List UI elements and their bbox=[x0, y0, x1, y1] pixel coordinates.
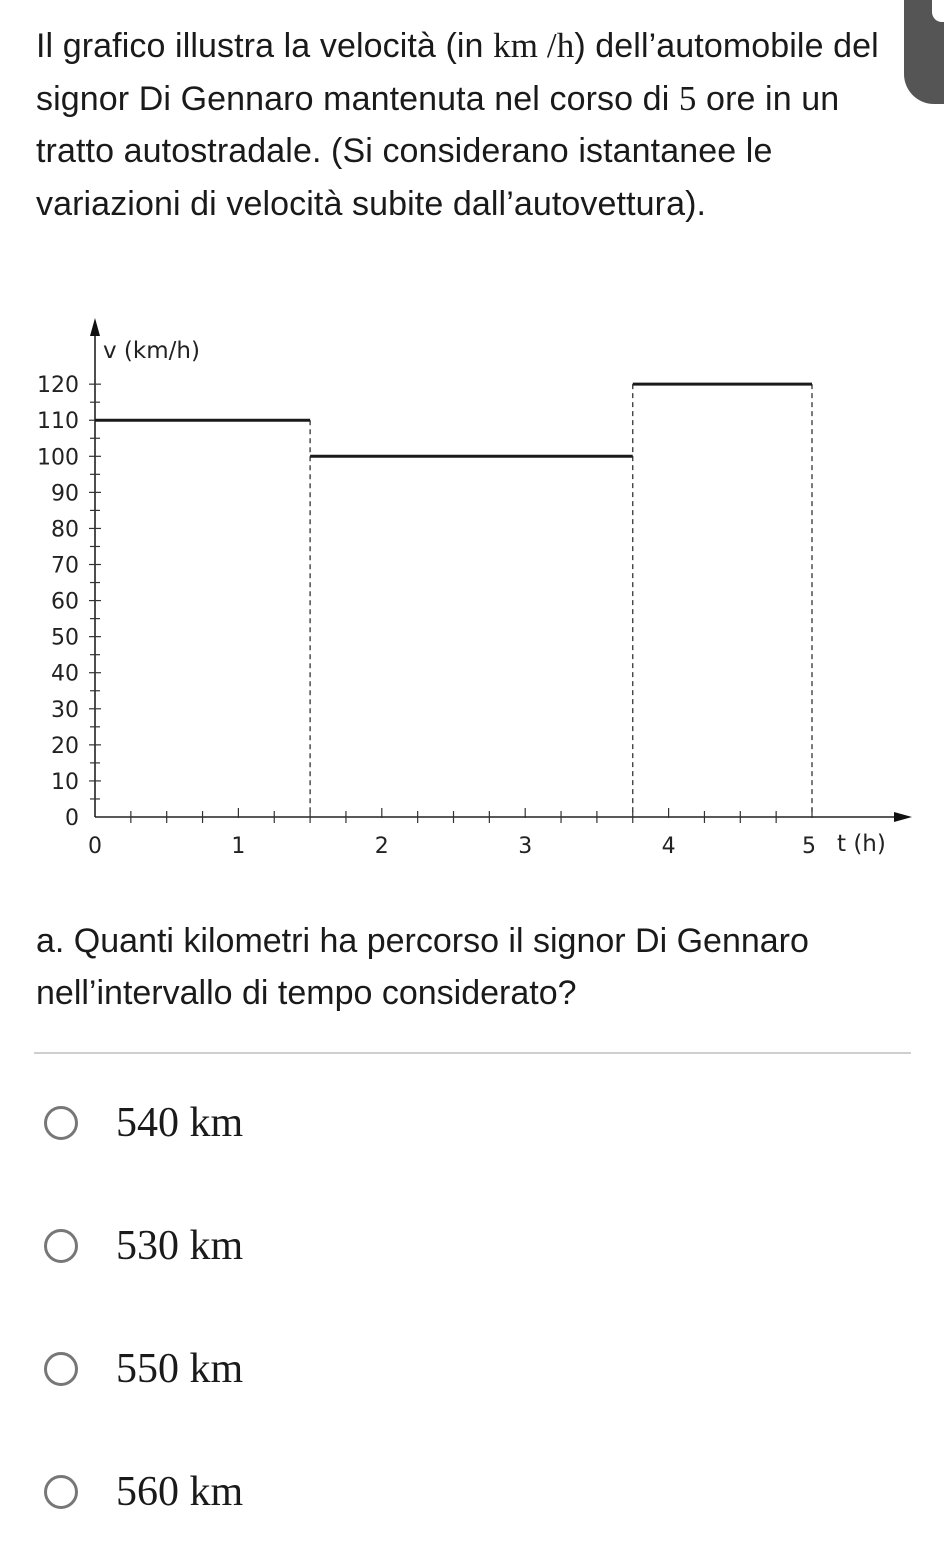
question-text: a. Quanti kilometri ha percorso il signor Di Gennaro nell’intervallo di tempo considerato? bbox=[36, 922, 809, 1012]
intro-text-middle: ) dell’automobile del signor Di Gennaro mantenuta nel corso di bbox=[36, 27, 879, 118]
x-tick-label: 3 bbox=[518, 834, 533, 859]
problem-statement bbox=[36, 20, 916, 230]
y-tick-label: 50 bbox=[51, 625, 79, 651]
x-tick-label: 0 bbox=[88, 834, 102, 859]
y-axis-label: v (km/h) bbox=[103, 338, 200, 364]
y-tick-label: 60 bbox=[51, 589, 79, 615]
option-4[interactable] bbox=[44, 1457, 243, 1527]
radio-button[interactable] bbox=[44, 1352, 78, 1386]
option-1[interactable] bbox=[44, 1088, 243, 1158]
x-tick-label: 1 bbox=[231, 834, 246, 859]
option-2[interactable] bbox=[44, 1211, 243, 1281]
y-tick-label: 70 bbox=[51, 553, 79, 579]
radio-button[interactable] bbox=[44, 1106, 78, 1140]
y-tick-label: 20 bbox=[51, 733, 79, 759]
intro-unit: km /h bbox=[493, 26, 575, 65]
y-tick-label: 110 bbox=[37, 409, 79, 435]
y-tick-label: 10 bbox=[51, 769, 79, 795]
y-tick-label: 30 bbox=[51, 697, 79, 723]
intro-text-start: Il grafico illustra la velocità (in bbox=[36, 27, 494, 65]
option-label: 530 km bbox=[116, 1223, 244, 1269]
radio-button[interactable] bbox=[44, 1229, 78, 1263]
y-tick-label: 40 bbox=[51, 661, 79, 687]
option-3[interactable] bbox=[44, 1334, 243, 1404]
x-tick-label: 5 bbox=[802, 834, 816, 859]
x-axis-label: t (h) bbox=[837, 831, 886, 857]
y-tick-label: 0 bbox=[65, 806, 79, 831]
x-axis-arrow-icon bbox=[894, 812, 912, 822]
y-tick-label: 100 bbox=[37, 445, 79, 471]
radio-button[interactable] bbox=[44, 1475, 78, 1509]
x-tick-label: 4 bbox=[661, 834, 676, 859]
y-tick-label: 120 bbox=[37, 373, 79, 399]
y-axis-arrow-icon bbox=[90, 318, 100, 336]
intro-number: 5 bbox=[678, 78, 697, 118]
option-label: 550 km bbox=[116, 1346, 244, 1392]
x-tick-label: 2 bbox=[374, 834, 389, 859]
option-label: 540 km bbox=[116, 1100, 244, 1146]
velocity-time-chart bbox=[0, 300, 944, 880]
y-tick-label: 90 bbox=[51, 481, 79, 507]
y-tick-label: 80 bbox=[51, 517, 79, 543]
option-label: 560 km bbox=[116, 1469, 244, 1515]
divider bbox=[34, 1052, 911, 1054]
intro-text-end: ore in un tratto autostradale. (Si considerano istantanee le variazioni di velocità subite dall’autovettura). bbox=[36, 79, 840, 223]
